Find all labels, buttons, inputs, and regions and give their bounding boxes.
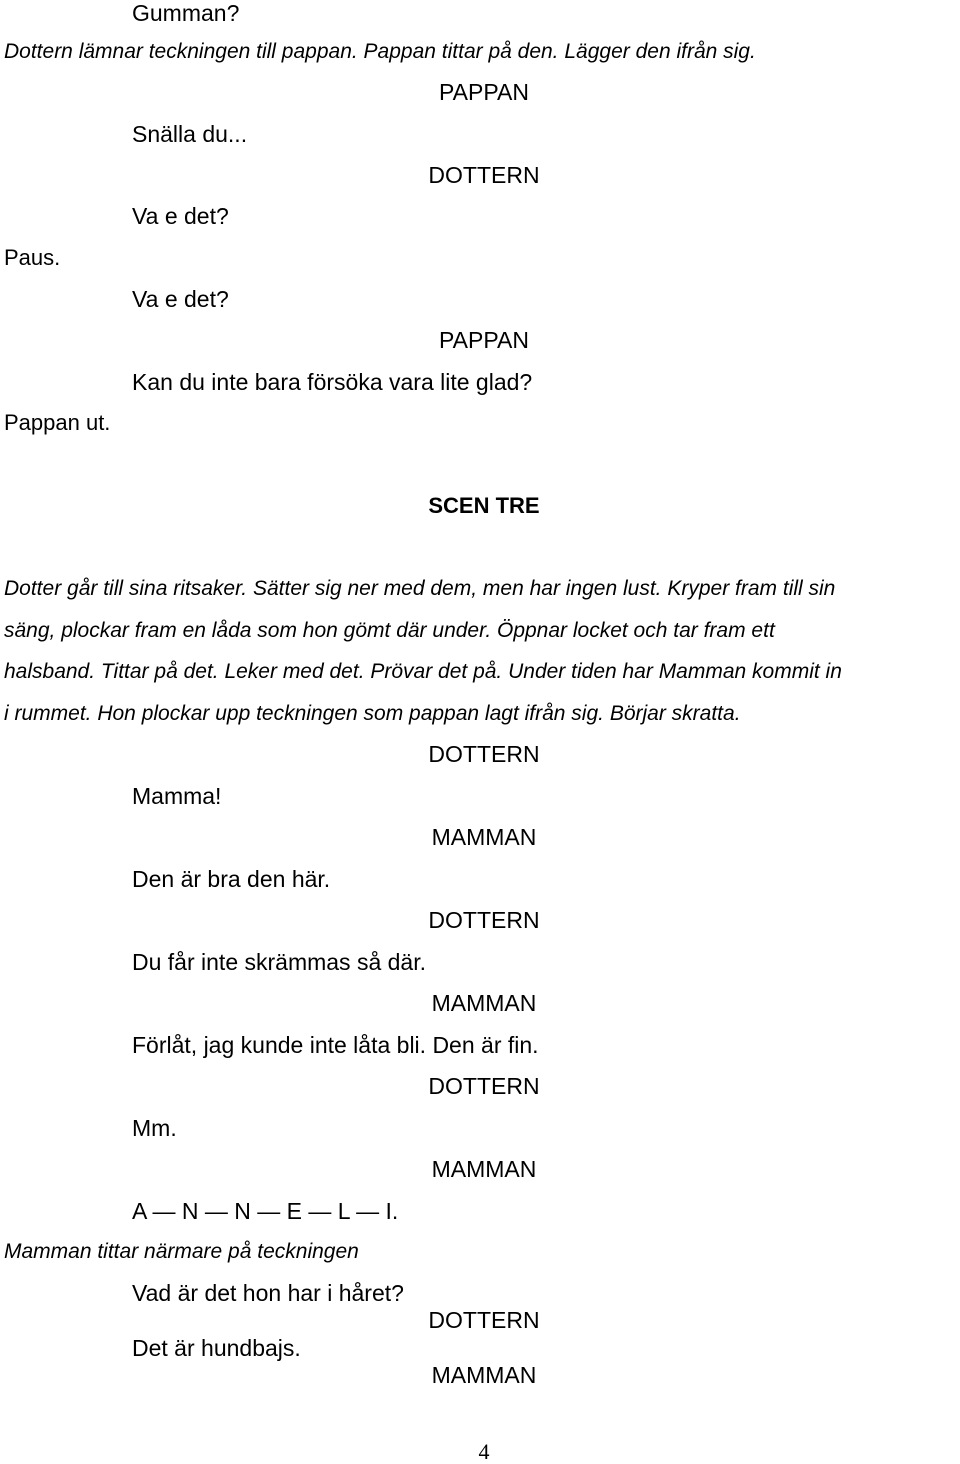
dialogue-line: Va e det?	[132, 203, 229, 229]
dialogue-line: Det är hundbajs.	[132, 1335, 301, 1361]
dialogue-line: Kan du inte bara försöka vara lite glad?	[132, 369, 533, 395]
scene-heading: SCEN TRE	[428, 493, 540, 518]
character-name: PAPPAN	[439, 79, 529, 105]
dialogue-line: Vad är det hon har i håret?	[132, 1280, 404, 1306]
character-name: DOTTERN	[428, 162, 540, 188]
dialogue-line: Den är bra den här.	[132, 866, 331, 892]
action-line: i rummet. Hon plockar upp teckningen som pappan lagt ifrån sig. Börjar skratta.	[4, 702, 741, 725]
character-name: DOTTERN	[428, 1307, 540, 1333]
dialogue-line: Va e det?	[132, 286, 229, 312]
character-name: MAMMAN	[431, 990, 537, 1016]
character-name: PAPPAN	[439, 327, 529, 353]
dialogue-line: Snälla du...	[132, 121, 248, 147]
character-name: MAMMAN	[431, 1362, 537, 1388]
dialogue-line: Förlåt, jag kunde inte låta bli. Den är fin.	[132, 1032, 539, 1058]
character-name: DOTTERN	[428, 741, 540, 767]
action-line: Pappan ut.	[4, 410, 111, 435]
page-number: 4	[478, 1439, 490, 1464]
dialogue-line: Du får inte skrämmas så där.	[132, 949, 426, 975]
dialogue-line: A — N — N — E — L — I.	[132, 1198, 399, 1224]
dialogue-line: Mm.	[132, 1115, 177, 1141]
character-name: MAMMAN	[431, 824, 537, 850]
action-line: Mamman tittar närmare på teckningen	[4, 1240, 359, 1263]
character-name: DOTTERN	[428, 907, 540, 933]
dialogue-line: Mamma!	[132, 783, 222, 809]
action-line: Paus.	[4, 245, 61, 270]
dialogue-line: Gumman?	[132, 0, 240, 26]
action-line: Dottern lämnar teckningen till pappan. Pappan tittar på den. Lägger den ifrån sig.	[4, 40, 756, 63]
action-line: halsband. Tittar på det. Leker med det. Prövar det på. Under tiden har Mamman kommit in	[4, 660, 842, 683]
action-line: säng, plockar fram en låda som hon gömt där under. Öppnar locket och tar fram ett	[4, 619, 775, 642]
character-name: DOTTERN	[428, 1073, 540, 1099]
action-line: Dotter går till sina ritsaker. Sätter sig ner med dem, men har ingen lust. Kryper fram till sin	[4, 577, 836, 600]
character-name: MAMMAN	[431, 1156, 537, 1182]
